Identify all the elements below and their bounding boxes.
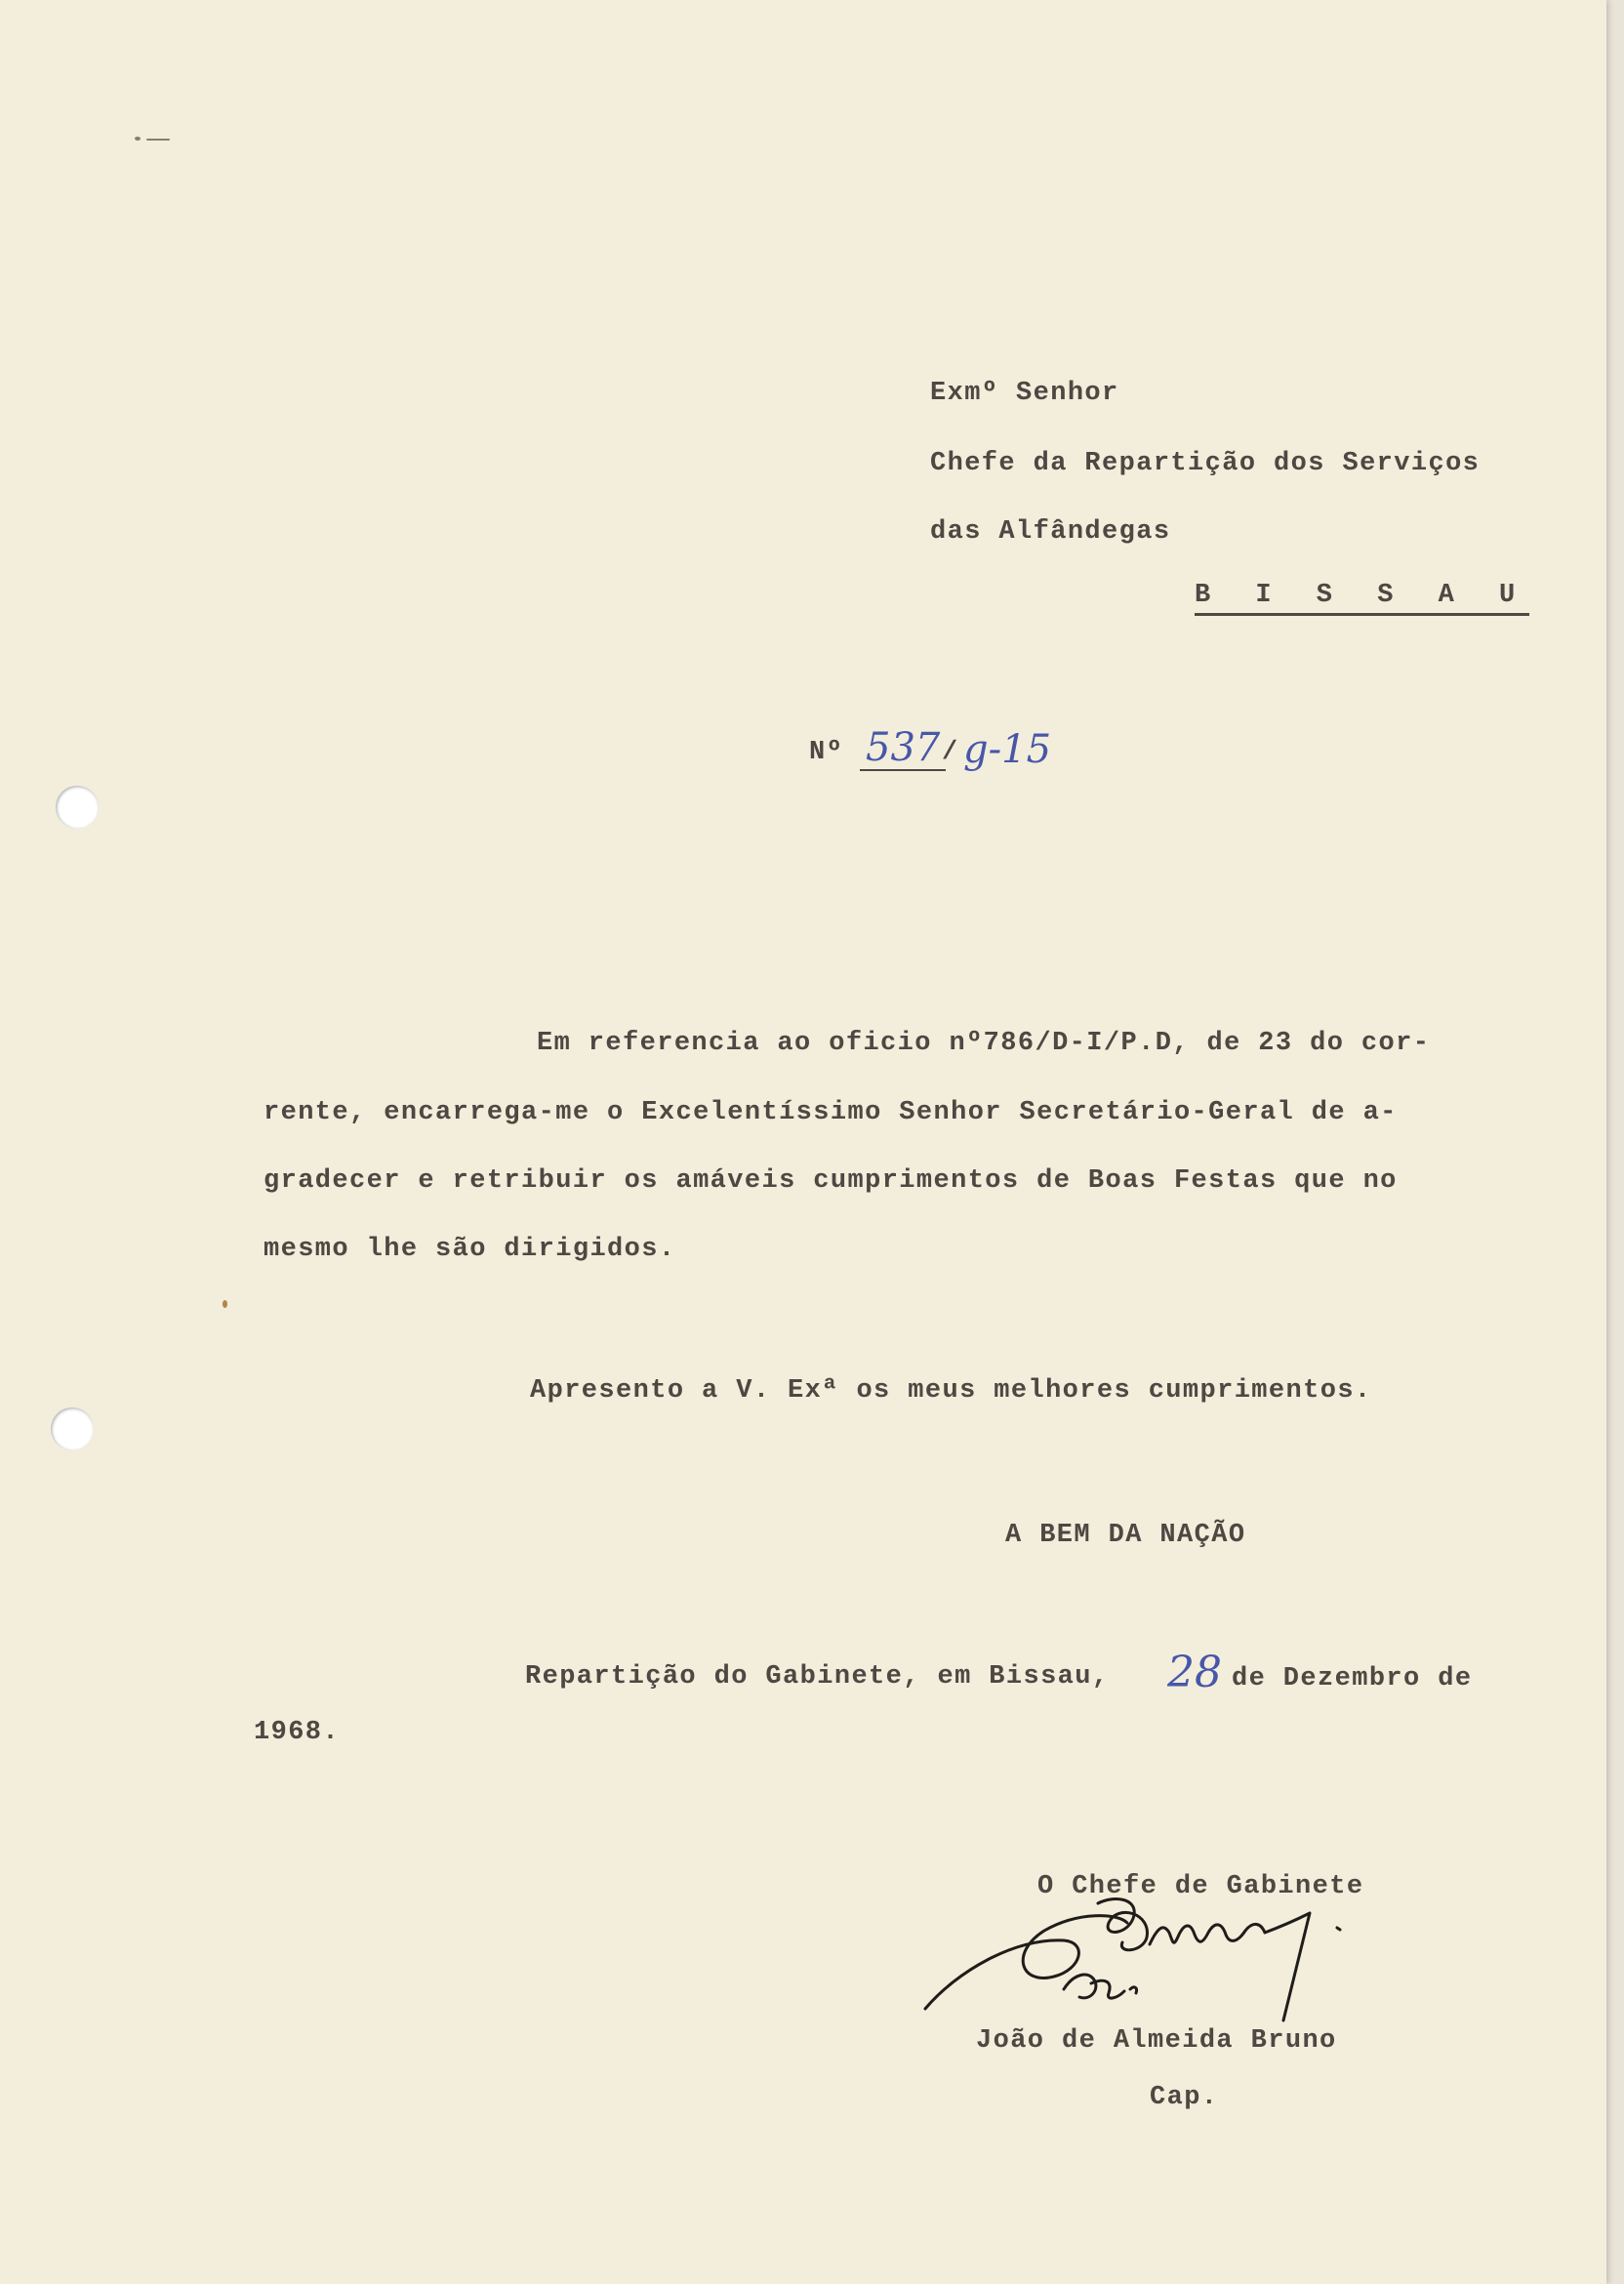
signatory-name: João de Almeida Bruno [976, 2026, 1337, 2056]
paper-speck [135, 137, 141, 141]
address-city: B I S S A U [1195, 583, 1529, 616]
address-line-2: das Alfândegas [930, 517, 1171, 547]
dateline-day-handwritten: 28 [1167, 1648, 1222, 1697]
paper-speck [223, 1300, 227, 1308]
punch-hole-top [56, 786, 99, 829]
reference-prefix: Nº [809, 738, 844, 767]
body-line: rente, encarrega-me o Excelentíssimo Senhor Secretário-Geral de a- [264, 1098, 1398, 1127]
reference-handwritten-number: 537 [860, 728, 946, 771]
address-line-1: Chefe da Repartição dos Serviços [930, 449, 1481, 478]
dateline-month: de Dezembro de [1232, 1664, 1473, 1693]
address-salutation: Exmº Senhor [930, 379, 1119, 408]
punch-hole-bottom [51, 1407, 94, 1450]
paper-speck [146, 139, 170, 141]
motto: A BEM DA NAÇÃO [1005, 1521, 1246, 1550]
body-line: gradecer e retribuir os amáveis cumprimentos de Boas Festas que no [264, 1166, 1398, 1196]
reference-handwritten-code: g-15 [963, 727, 1052, 772]
body-line: mesmo lhe são dirigidos. [264, 1235, 676, 1264]
signatory-title: O Chefe de Gabinete [1037, 1872, 1364, 1901]
dateline-year: 1968. [254, 1718, 341, 1747]
signature-icon [917, 1884, 1396, 2030]
body-line: Em referencia ao oficio nº786/D-I/P.D, de 23 do cor- [537, 1029, 1431, 1058]
dateline-text: Repartição do Gabinete, em Bissau, [525, 1662, 1110, 1692]
signatory-rank: Cap. [1150, 2083, 1219, 2112]
handwritten-signature [917, 1884, 1396, 2030]
reference-separator: / [942, 738, 959, 767]
closing-line: Apresento a V. Exª os meus melhores cumprimentos. [530, 1376, 1372, 1406]
